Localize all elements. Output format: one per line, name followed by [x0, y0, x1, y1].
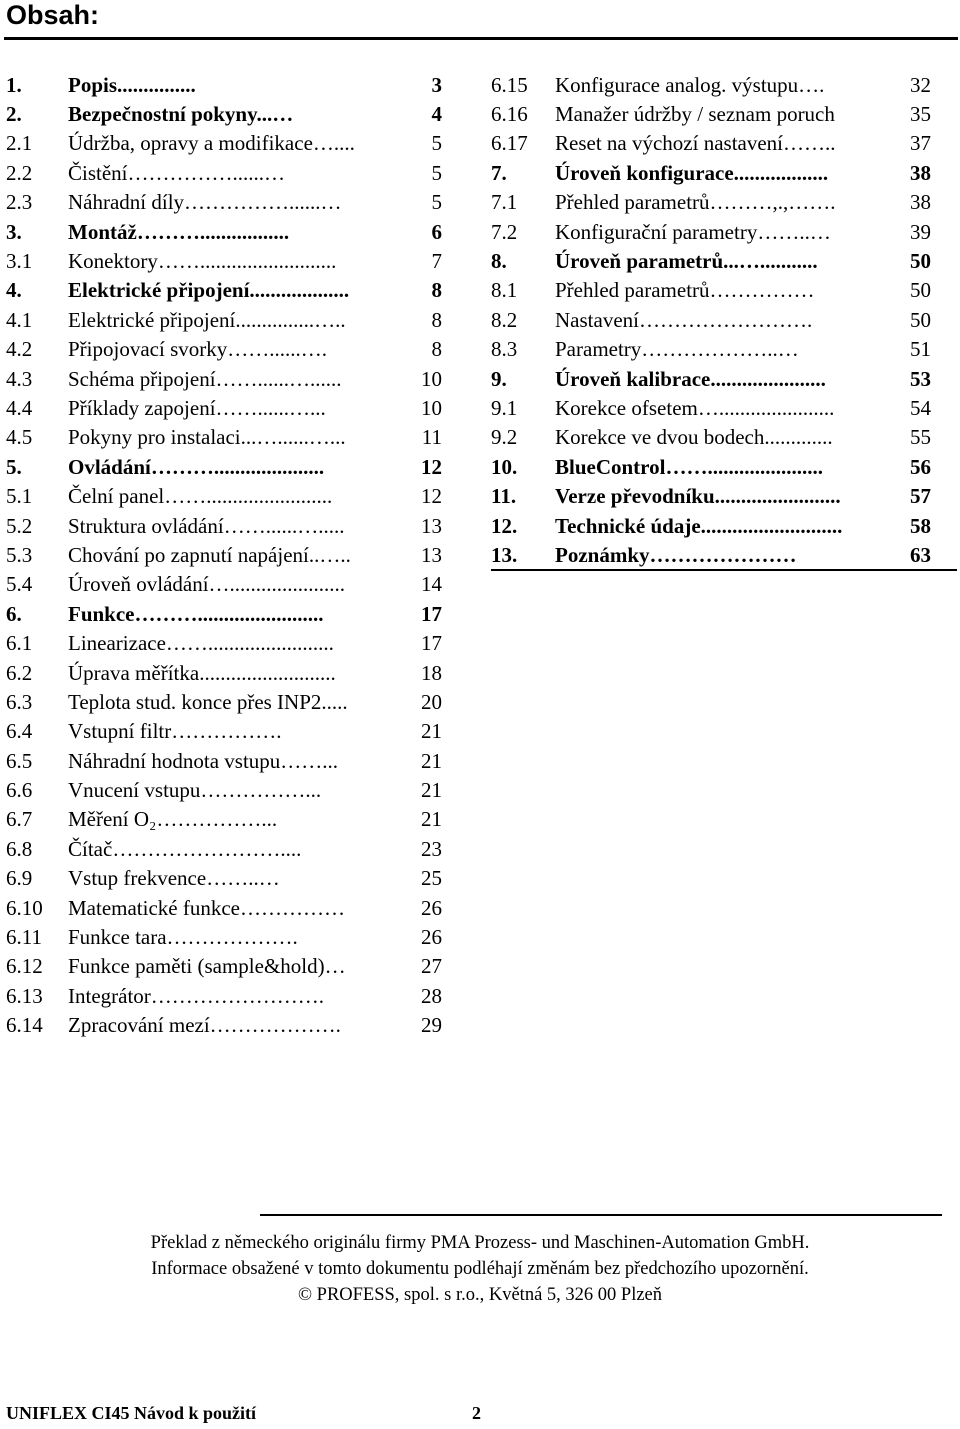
toc-entry-number: 3.1	[6, 249, 33, 274]
toc-entry-title: Ovládání……….....................	[68, 454, 325, 479]
toc-entry-number: 5.1	[6, 484, 33, 509]
toc-entry-title: Přehled parametrů……………	[555, 278, 815, 303]
toc-entry[interactable]	[6, 364, 442, 393]
toc-entry-number: 2.	[6, 102, 22, 127]
toc-entry[interactable]	[6, 540, 442, 569]
toc-entry[interactable]	[6, 687, 442, 716]
toc-entry[interactable]	[6, 305, 442, 334]
toc-entry-number: 6.11	[6, 925, 42, 950]
toc-entry-title: Elektrické připojení...............…..	[68, 307, 346, 332]
toc-entry-number: 9.	[491, 366, 507, 391]
toc-entry-title: Poznámky…………………	[555, 542, 797, 567]
toc-entry[interactable]	[6, 246, 442, 275]
footer-translation-note: Překlad z německého originálu firmy PMA Prozess- und Maschinen-Automation GmbH.	[150, 1233, 810, 1253]
toc-entry-page: 21	[421, 719, 442, 744]
toc-entry-title: Čelní panel……........................	[68, 484, 333, 509]
toc-entry-title: Technické údaje...........................	[555, 513, 843, 538]
toc-entry-page: 3	[431, 72, 442, 97]
toc-entry-page: 25	[421, 866, 442, 891]
toc-entry[interactable]	[491, 276, 931, 305]
page-title: Obsah:	[6, 0, 100, 30]
toc-entry-page: 5	[431, 131, 442, 156]
toc-entry-title: Integrátor…………………….	[68, 983, 325, 1008]
toc-entry[interactable]	[491, 423, 931, 452]
toc-entry-title: Úprava měřítka..........................	[68, 660, 336, 685]
toc-entry-page: 18	[421, 660, 442, 685]
toc-entry-title: Funkce tara……………….	[68, 925, 298, 950]
toc-entry-page: 23	[421, 836, 442, 861]
toc-entry-page: 63	[910, 542, 931, 567]
toc-entry-number: 6.4	[6, 719, 33, 744]
toc-entry-number: 6.15	[491, 72, 528, 97]
page-footer	[6, 1403, 481, 1424]
toc-entry[interactable]	[491, 540, 931, 569]
toc-entry[interactable]	[6, 1011, 442, 1040]
toc-entry-number: 6.6	[6, 778, 33, 803]
toc-entry-page: 12	[421, 454, 442, 479]
toc-entry-number: 5.	[6, 454, 22, 479]
toc-entry-number: 6.1	[6, 631, 33, 656]
toc-entry-title: Konfigurační parametry……..…	[555, 219, 831, 244]
toc-entry[interactable]	[491, 246, 931, 275]
title-divider	[4, 37, 958, 40]
toc-entry-title: Připojovací svorky……......….	[68, 337, 327, 362]
toc-entry-page: 20	[421, 689, 442, 714]
toc-entry-title: Teplota stud. konce přes INP2.....	[68, 689, 348, 714]
toc-entry[interactable]	[6, 511, 442, 540]
toc-entry[interactable]	[6, 834, 442, 863]
footer-copyright: © PROFESS, spol. s r.o., Květná 5, 326 00 Plzeň	[297, 1285, 663, 1305]
toc-entry[interactable]	[6, 893, 442, 922]
toc-entry[interactable]	[6, 570, 442, 599]
toc-entry-title: Konektory……..........................	[68, 249, 337, 274]
toc-entry-number: 6.13	[6, 983, 43, 1008]
toc-entry-number: 11.	[491, 484, 517, 509]
toc-entry[interactable]	[491, 481, 931, 510]
toc-entry-title: Korekce ve dvou bodech.............	[555, 425, 833, 450]
toc-entry-page: 50	[910, 278, 931, 303]
toc-entry-number: 13.	[491, 542, 518, 567]
toc-entry[interactable]	[491, 70, 931, 99]
toc-entry-title: Přehled parametrů………,.,…….	[555, 190, 836, 215]
toc-entry-title: Pokyny pro instalaci...…......…...	[68, 425, 346, 450]
toc-entry-number: 4.1	[6, 307, 33, 332]
toc-entry-title: Popis...............	[68, 72, 196, 97]
toc-entry-page: 6	[431, 219, 442, 244]
toc-entry-title: Vstup frekvence……..…	[68, 866, 280, 891]
toc-entry-page: 27	[421, 954, 442, 979]
toc-entry-title: Schéma připojení……......…......	[68, 366, 342, 391]
toc-entry-page: 38	[910, 160, 931, 185]
toc-entry-number: 2.1	[6, 131, 33, 156]
toc-entry-title: BlueControl……......................	[555, 454, 823, 479]
toc-entry-page: 11	[421, 425, 442, 450]
toc-entry[interactable]	[6, 129, 442, 158]
toc-entry-page: 21	[421, 748, 442, 773]
toc-entry-title: Konfigurace analog. výstupu….	[555, 72, 825, 97]
toc-entry-title: Náhradní díly……………......…	[68, 190, 342, 215]
toc-entry[interactable]	[6, 746, 442, 775]
toc-entry-title: Čistění……………......…	[68, 160, 286, 185]
toc-entry-page: 55	[910, 425, 931, 450]
toc-entry-title: Bezpečnostní pokyny...…	[68, 102, 294, 127]
toc-entry-number: 6.14	[6, 1013, 43, 1038]
toc-entry-number: 2.2	[6, 160, 33, 185]
toc-entry-title: Montáž……….................	[68, 219, 290, 244]
toc-entry[interactable]	[6, 158, 442, 187]
toc-entry-number: 6.8	[6, 836, 33, 861]
toc-entry[interactable]	[491, 335, 931, 364]
toc-column-right	[491, 70, 931, 570]
page-number: 2	[472, 1403, 481, 1423]
document-title: UNIFLEX CI45 Návod k použití	[6, 1403, 257, 1423]
toc-entry-page: 29	[421, 1013, 442, 1038]
toc-entry[interactable]	[6, 70, 442, 99]
toc-entry-title: Úroveň kalibrace......................	[555, 366, 826, 391]
toc-entry[interactable]	[491, 511, 931, 540]
toc-entry[interactable]	[491, 393, 931, 422]
toc-entry-page: 17	[421, 601, 442, 626]
toc-entry-page: 32	[910, 72, 931, 97]
toc-entry-number: 7.2	[491, 219, 518, 244]
toc-entry-page: 35	[910, 102, 931, 127]
toc-entry-title: Údržba, opravy a modifikace…....	[68, 131, 355, 156]
toc-entry-title: Náhradní hodnota vstupu……...	[68, 748, 339, 773]
toc-entry-title: Korekce ofsetem…......................	[555, 395, 835, 420]
toc-entry-number: 4.3	[6, 366, 33, 391]
toc-entry[interactable]	[6, 481, 442, 510]
toc-entry[interactable]	[491, 305, 931, 334]
toc-entry-page: 13	[421, 513, 442, 538]
toc-entry-title: Měření O₂……………...	[68, 807, 278, 832]
toc-entry[interactable]	[6, 188, 442, 217]
toc-entry-title: Struktura ovládání……......….....	[68, 513, 345, 538]
toc-entry-number: 6.17	[491, 131, 528, 156]
toc-entry-number: 6.12	[6, 954, 43, 979]
toc-entry-number: 9.1	[491, 395, 518, 420]
toc-entry-number: 9.2	[491, 425, 518, 450]
toc-entry-number: 7.	[491, 160, 507, 185]
toc-entry-title: Funkce paměti (sample&hold)…	[68, 954, 346, 979]
toc-entry-number: 7.1	[491, 190, 518, 215]
toc-entry-title: Čítač……………………....	[68, 836, 302, 861]
toc-entry-number: 6.3	[6, 689, 33, 714]
toc-entry-number: 4.	[6, 278, 22, 303]
toc-entry-number: 10.	[491, 454, 518, 479]
toc-entry[interactable]	[491, 129, 931, 158]
toc-entry-page: 10	[421, 366, 442, 391]
toc-entry[interactable]	[6, 628, 442, 657]
toc-entry-number: 6.7	[6, 807, 33, 832]
toc-entry-title: Manažer údržby / seznam poruch	[555, 102, 835, 127]
toc-entry-number: 8.1	[491, 278, 518, 303]
toc-entry-title: Chování po zapnutí napájení..…..	[68, 542, 351, 567]
toc-entry-page: 58	[910, 513, 931, 538]
toc-right-divider	[491, 569, 957, 571]
toc-entry-title: Příklady zapojení……......…...	[68, 395, 326, 420]
toc-entry[interactable]	[6, 276, 442, 305]
toc-entry[interactable]	[491, 158, 931, 187]
toc-entry[interactable]	[6, 864, 442, 893]
toc-entry[interactable]	[6, 658, 442, 687]
toc-entry[interactable]	[491, 452, 931, 481]
toc-entry-number: 3.	[6, 219, 22, 244]
toc-entry-number: 5.3	[6, 542, 33, 567]
toc-entry-page: 39	[910, 219, 931, 244]
toc-entry-title: Zpracování mezí……………….	[68, 1013, 341, 1038]
toc-entry-title: Matematické funkce……………	[68, 895, 345, 920]
toc-entry-number: 6.9	[6, 866, 33, 891]
toc-entry-number: 6.10	[6, 895, 43, 920]
toc-entry[interactable]	[6, 599, 442, 628]
toc-entry-page: 8	[431, 337, 442, 362]
toc-entry-page: 54	[910, 395, 931, 420]
toc-entry-page: 26	[421, 895, 442, 920]
toc-entry[interactable]	[491, 364, 931, 393]
toc-entry-page: 53	[910, 366, 931, 391]
toc-entry-number: 2.3	[6, 190, 33, 215]
toc-entry-page: 7	[431, 249, 442, 274]
toc-entry[interactable]	[6, 423, 442, 452]
toc-entry[interactable]	[6, 217, 442, 246]
toc-entry-page: 17	[421, 631, 442, 656]
toc-entry-page: 14	[421, 572, 442, 597]
toc-entry-page: 5	[431, 160, 442, 185]
toc-entry-title: Vstupní filtr…………….	[68, 719, 282, 744]
toc-entry-page: 26	[421, 925, 442, 950]
toc-entry[interactable]	[6, 452, 442, 481]
toc-entry[interactable]	[491, 188, 931, 217]
toc-entry-title: Parametry………………..…	[555, 337, 799, 362]
toc-entry-title: Verze převodníku........................	[555, 484, 841, 509]
toc-entry-number: 1.	[6, 72, 22, 97]
toc-entry-page: 28	[421, 983, 442, 1008]
toc-entry-title: Vnucení vstupu……………...	[68, 778, 322, 803]
footer-divider	[260, 1214, 942, 1216]
toc-entry-title: Úroveň parametrů...…...........	[555, 249, 818, 274]
toc-column-left	[6, 70, 442, 1040]
toc-entry[interactable]	[6, 805, 442, 834]
toc-entry-page: 8	[431, 278, 442, 303]
toc-entry-page: 10	[421, 395, 442, 420]
toc-entry-title: Nastavení…………………….	[555, 307, 813, 332]
toc-entry-page: 12	[421, 484, 442, 509]
toc-entry-number: 4.4	[6, 395, 33, 420]
toc-entry-page: 13	[421, 542, 442, 567]
footer-disclaimer: Informace obsažené v tomto dokumentu podléhají změnám bez předchozího upozornění.	[151, 1259, 809, 1279]
toc-entry-number: 5.4	[6, 572, 33, 597]
toc-entry-title: Reset na výchozí nastavení……..	[555, 131, 836, 156]
toc-entry[interactable]	[491, 217, 931, 246]
toc-entry[interactable]	[6, 952, 442, 981]
toc-entry-number: 6.16	[491, 102, 528, 127]
toc-entry-page: 21	[421, 807, 442, 832]
toc-entry-page: 50	[910, 307, 931, 332]
toc-entry[interactable]	[6, 775, 442, 804]
toc-entry-number: 4.2	[6, 337, 33, 362]
toc-entry-page: 57	[910, 484, 931, 509]
toc-entry[interactable]	[6, 922, 442, 951]
toc-entry-page: 37	[910, 131, 931, 156]
toc-entry-page: 50	[910, 249, 931, 274]
toc-entry-number: 4.5	[6, 425, 33, 450]
toc-entry[interactable]	[491, 99, 931, 128]
toc-entry[interactable]	[6, 99, 442, 128]
toc-entry-title: Úroveň ovládání…......................	[68, 572, 346, 597]
toc-entry[interactable]	[6, 335, 442, 364]
toc-entry-number: 6.5	[6, 748, 33, 773]
toc-entry-number: 6.	[6, 601, 22, 626]
toc-entry-page: 38	[910, 190, 931, 215]
footer-notice	[0, 1230, 960, 1308]
toc-entry-page: 8	[431, 307, 442, 332]
toc-entry-page: 56	[910, 454, 931, 479]
toc-entry-title: Funkce………........................	[68, 601, 324, 626]
toc-entry-title: Elektrické připojení...................	[68, 278, 350, 303]
toc-entry-number: 6.2	[6, 660, 33, 685]
toc-entry-title: Linearizace……........................	[68, 631, 334, 656]
toc-entry-page: 5	[431, 190, 442, 215]
toc-entry-page: 21	[421, 778, 442, 803]
toc-entry[interactable]	[6, 981, 442, 1010]
toc-entry[interactable]	[6, 393, 442, 422]
toc-entry-number: 5.2	[6, 513, 33, 538]
toc-entry-page: 4	[431, 102, 442, 127]
toc-entry-title: Úroveň konfigurace..................	[555, 160, 829, 185]
toc-entry[interactable]	[6, 717, 442, 746]
toc-entry-number: 8.2	[491, 307, 518, 332]
toc-entry-number: 8.3	[491, 337, 518, 362]
toc-entry-number: 8.	[491, 249, 507, 274]
toc-entry-page: 51	[910, 337, 931, 362]
toc-entry-number: 12.	[491, 513, 518, 538]
